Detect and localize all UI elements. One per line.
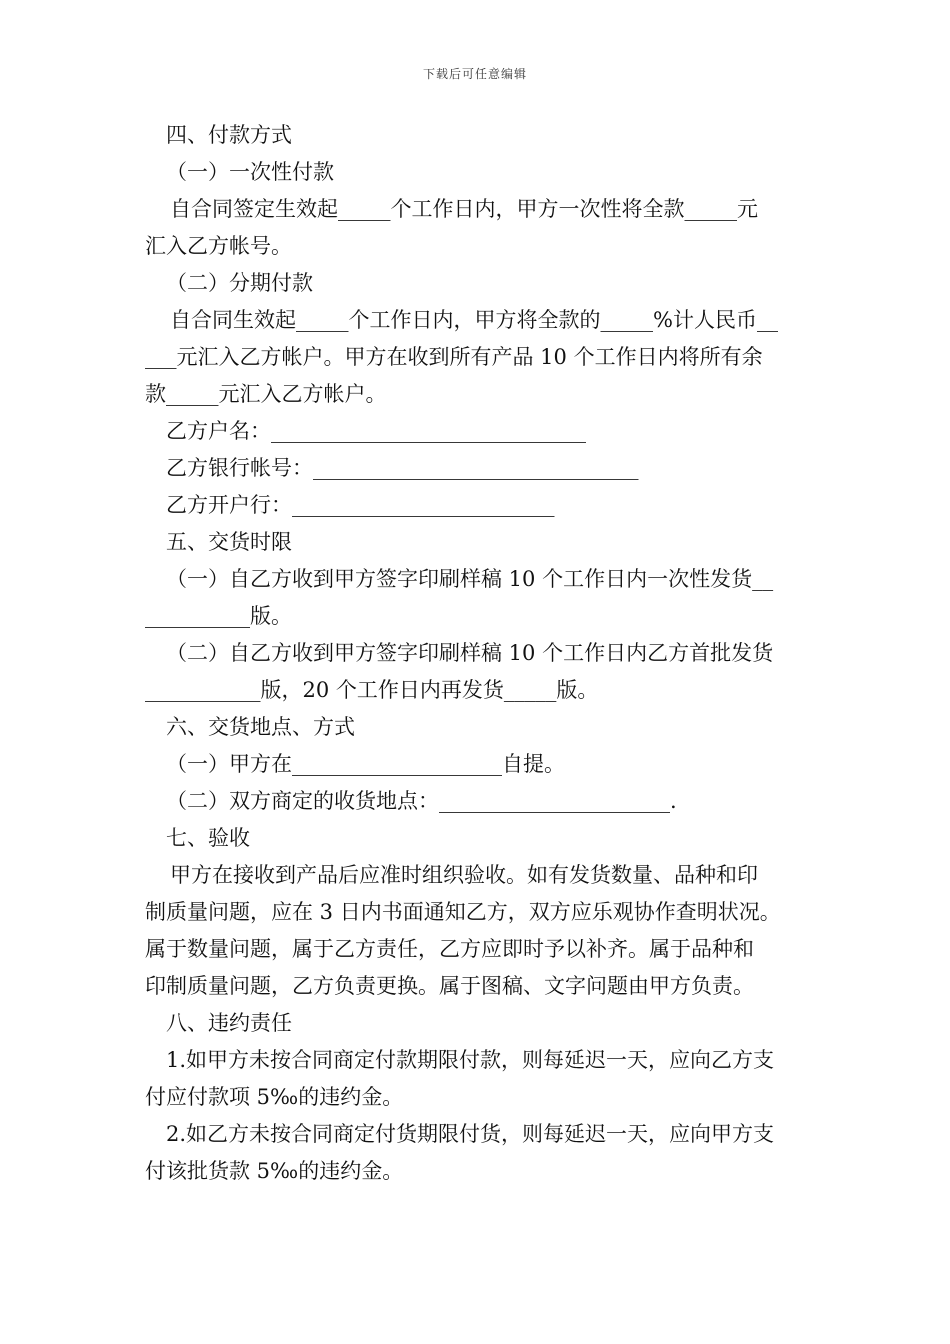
section-heading-acceptance: 七、验收 bbox=[166, 826, 250, 850]
subsection-installment: （二）分期付款 bbox=[166, 271, 313, 295]
subsection-lump-sum: （一）一次性付款 bbox=[166, 160, 334, 184]
bank-account-field: 乙方银行帐号：_______________________________ bbox=[166, 456, 639, 480]
paragraph-line: 付该批货款 5‰的违约金。 bbox=[145, 1159, 404, 1183]
paragraph-line: 款_____元汇入乙方帐户。 bbox=[145, 382, 387, 406]
paragraph-line: ___________版，20 个工作日内再发货_____版。 bbox=[145, 678, 599, 702]
document-body bbox=[145, 117, 815, 1190]
paragraph-line: 汇入乙方帐号。 bbox=[145, 234, 292, 258]
bank-branch-field: 乙方开户行：_________________________ bbox=[166, 493, 555, 517]
section-heading-payment: 四、付款方式 bbox=[166, 123, 292, 147]
paragraph-line: 印制质量问题，乙方负责更换。属于图稿、文字问题由甲方负责。 bbox=[145, 974, 754, 998]
paragraph-line: （一）甲方在____________________自提。 bbox=[166, 752, 565, 776]
paragraph-line: 自合同签定生效起_____个工作日内，甲方一次性将全款_____元 bbox=[170, 197, 758, 221]
paragraph-line: 制质量问题，应在 3 日内书面通知乙方，双方应乐观协作查明状况。 bbox=[145, 900, 781, 924]
paragraph-line: （二）双方商定的收货地点：______________________. bbox=[166, 789, 677, 813]
section-heading-liability: 八、违约责任 bbox=[166, 1011, 292, 1035]
page-header: 下载后可任意编辑 bbox=[422, 67, 527, 81]
account-name-field: 乙方户名：______________________________ bbox=[166, 419, 586, 443]
section-heading-delivery-place: 六、交货地点、方式 bbox=[166, 715, 355, 739]
paragraph-line: __________版。 bbox=[145, 604, 292, 628]
paragraph-line: （二）自乙方收到甲方签字印刷样稿 10 个工作日内乙方首批发货 bbox=[166, 641, 774, 665]
paragraph-line: 2.如乙方未按合同商定付货期限付货，则每延迟一天，应向甲方支 bbox=[166, 1122, 775, 1146]
paragraph-line: 付应付款项 5‰的违约金。 bbox=[145, 1085, 404, 1109]
section-heading-delivery-time: 五、交货时限 bbox=[166, 530, 292, 554]
paragraph-line: （一）自乙方收到甲方签字印刷样稿 10 个工作日内一次性发货__ bbox=[166, 567, 774, 591]
paragraph-line: 甲方在接收到产品后应准时组织验收。如有发货数量、品种和印 bbox=[170, 863, 758, 887]
paragraph-line: 1.如甲方未按合同商定付款期限付款，则每延迟一天，应向乙方支 bbox=[166, 1048, 775, 1072]
paragraph-line: ___元汇入乙方帐户。甲方在收到所有产品 10 个工作日内将所有余 bbox=[145, 345, 763, 369]
paragraph-line: 自合同生效起_____个工作日内，甲方将全款的_____%计人民币__ bbox=[170, 308, 778, 332]
paragraph-line: 属于数量问题，属于乙方责任，乙方应即时予以补齐。属于品种和 bbox=[145, 937, 754, 961]
